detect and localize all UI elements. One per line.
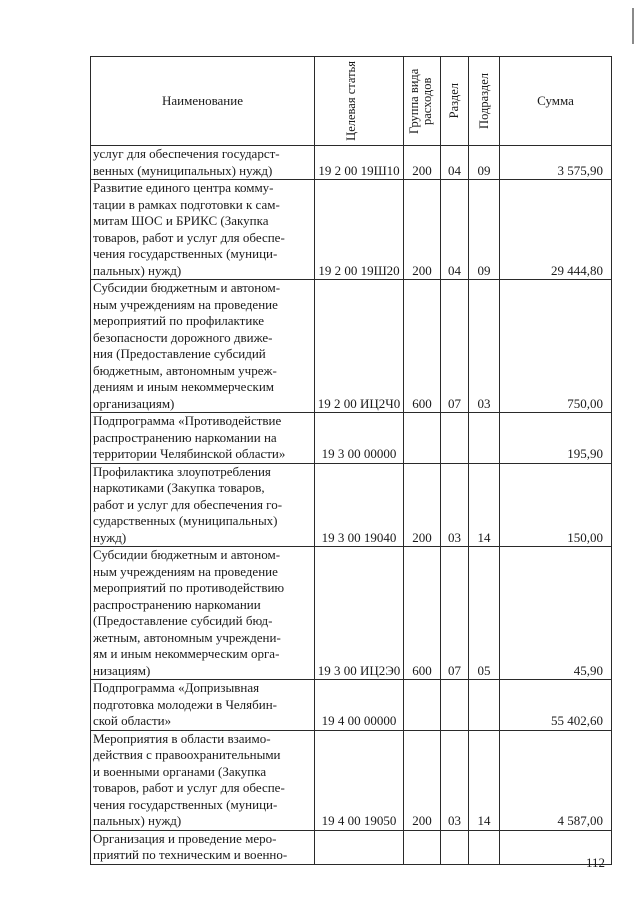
row-sum: 150,00 [500,463,612,547]
header-subsection: Подраздел [476,73,491,129]
row-name-line: подготовка молодежи в Челябин- [93,696,277,712]
row-name-line: товаров, работ и услуг для обеспе- [93,229,285,245]
row-group: 200 [404,730,441,830]
row-section [441,680,469,731]
row-name-line: ния (Предоставление субсидий [93,346,266,361]
row-sum: 195,90 [500,413,612,464]
row-subsection [469,413,500,464]
row-section [441,830,469,864]
row-name [91,547,314,679]
row-subsection [469,680,500,731]
row-target: 19 4 00 00000 [315,680,404,731]
page-number: 112 [586,855,606,870]
row-name-line: пальных) нужд) [93,262,182,278]
header-group: Группа вида расходов [407,68,434,134]
header-section: Раздел [447,83,461,119]
row-name-line: бюджетным, автономным учреж- [93,362,277,378]
budget-table [90,56,612,865]
table-row [91,680,612,731]
row-subsection: 03 [469,280,500,413]
row-section: 04 [441,180,469,280]
row-name [91,180,314,279]
row-name [91,146,314,179]
row-name-line: чения государственных (муници- [93,796,278,812]
row-name-line: работ и услуг для обеспечения го- [93,496,283,512]
row-sum: 4 587,00 [500,730,612,830]
header-name: Наименование [91,57,315,146]
row-name [91,731,314,830]
row-name-line: сударственных (муниципальных) [93,513,278,528]
header-sum: Сумма [500,57,612,146]
row-name-line: Мероприятия в области взаимо- [93,730,271,746]
table-row [91,830,612,864]
row-name-line: ям и иным некоммерческим орга- [93,646,280,661]
row-group: 200 [404,463,441,547]
row-name-line: распространению наркомании на [93,429,277,445]
row-name-line: чения государственных (муници- [93,246,278,261]
row-name-line: Субсидии бюджетным и автоном- [93,547,281,562]
row-name-line: мероприятий по профилактике [93,313,265,328]
row-name-line: (Предоставление субсидий бюд- [93,613,273,628]
row-section: 03 [441,730,469,830]
row-sum: 55 402,60 [500,680,612,731]
row-name-line: тации в рамках подготовки к сам- [93,196,280,212]
row-name [91,680,314,730]
table-row [91,280,612,413]
row-name-line: территории Челябинской области» [93,446,286,461]
row-name-line: товаров, работ и услуг для обеспе- [93,780,285,795]
row-subsection: 05 [469,547,500,680]
row-name-line: мероприятий по противодействию [93,580,285,595]
row-name-line: венных (муниципальных) нужд) [93,162,273,178]
row-name-line: Развитие единого центра комму- [93,180,274,195]
row-name-line: Подпрограмма «Допризывная [93,680,260,695]
row-section: 07 [441,547,469,680]
row-section: 04 [441,146,469,180]
row-target: 19 4 00 19050 [315,730,404,830]
row-name-line: распространению наркомании [93,596,261,612]
row-name [91,831,314,864]
row-subsection: 14 [469,730,500,830]
row-group [404,413,441,464]
row-name-line: жетным, автономным учреждени- [93,629,281,645]
row-name-line: митам ШОС и БРИКС (Закупка [93,213,269,228]
table-row [91,146,612,180]
row-target: 19 2 00 19Ш10 [315,146,404,180]
row-target: 19 3 00 19040 [315,463,404,547]
row-sum: 3 575,90 [500,146,612,180]
row-group: 600 [404,547,441,680]
row-name [91,280,314,412]
row-name [91,464,314,547]
row-name-line: организациям) [93,395,175,411]
row-name-line: наркотиками (Закупка товаров, [93,480,265,495]
row-group [404,830,441,864]
row-subsection: 14 [469,463,500,547]
row-name-line: ным учреждениям на проведение [93,296,278,312]
row-name-line: Подпрограмма «Противодействие [93,413,282,428]
row-name-line: безопасности дорожного движе- [93,329,273,345]
row-name-line: пальных) нужд) [93,813,182,828]
row-name-line: и военными органами (Закупка [93,763,267,779]
row-name-line: Субсидии бюджетным и автоном- [93,280,281,295]
row-name-line: приятий по техническим и военно- [93,847,288,862]
row-sum: 45,90 [500,547,612,680]
row-name [91,413,314,463]
row-section [441,413,469,464]
row-group: 200 [404,146,441,180]
row-name-line: Организация и проведение меро- [93,830,277,846]
row-name-line: Профилактика злоупотребления [93,463,271,479]
row-name-line: ным учреждениям на проведение [93,563,278,579]
row-target: 19 3 00 00000 [315,413,404,464]
row-name-line: действия с правоохранительными [93,747,281,762]
row-target [315,830,404,864]
table-header-row [91,57,612,146]
table-row [91,730,612,830]
row-sum: 29 444,80 [500,180,612,280]
row-group: 200 [404,180,441,280]
row-target: 19 2 00 19Ш20 [315,180,404,280]
table-row [91,413,612,464]
row-target: 19 3 00 ИЦ2Э0 [315,547,404,680]
row-name-line: ской области» [93,713,172,728]
row-name-line: услуг для обеспечения государст- [93,146,280,161]
row-group: 600 [404,280,441,413]
row-subsection: 09 [469,180,500,280]
row-target: 19 2 00 ИЦ2Ч0 [315,280,404,413]
table-row [91,180,612,280]
row-subsection [469,830,500,864]
row-group [404,680,441,731]
table-row [91,463,612,547]
row-section: 03 [441,463,469,547]
table-row [91,547,612,680]
row-name-line: нужд) [93,529,127,545]
header-target: Целевая статья [344,61,358,141]
row-name-line: дениям и иным некоммерческим [93,379,275,394]
row-name-line: низациям) [93,662,151,678]
row-section: 07 [441,280,469,413]
scan-edge-mark [632,8,634,44]
row-subsection: 09 [469,146,500,180]
row-sum: 750,00 [500,280,612,413]
